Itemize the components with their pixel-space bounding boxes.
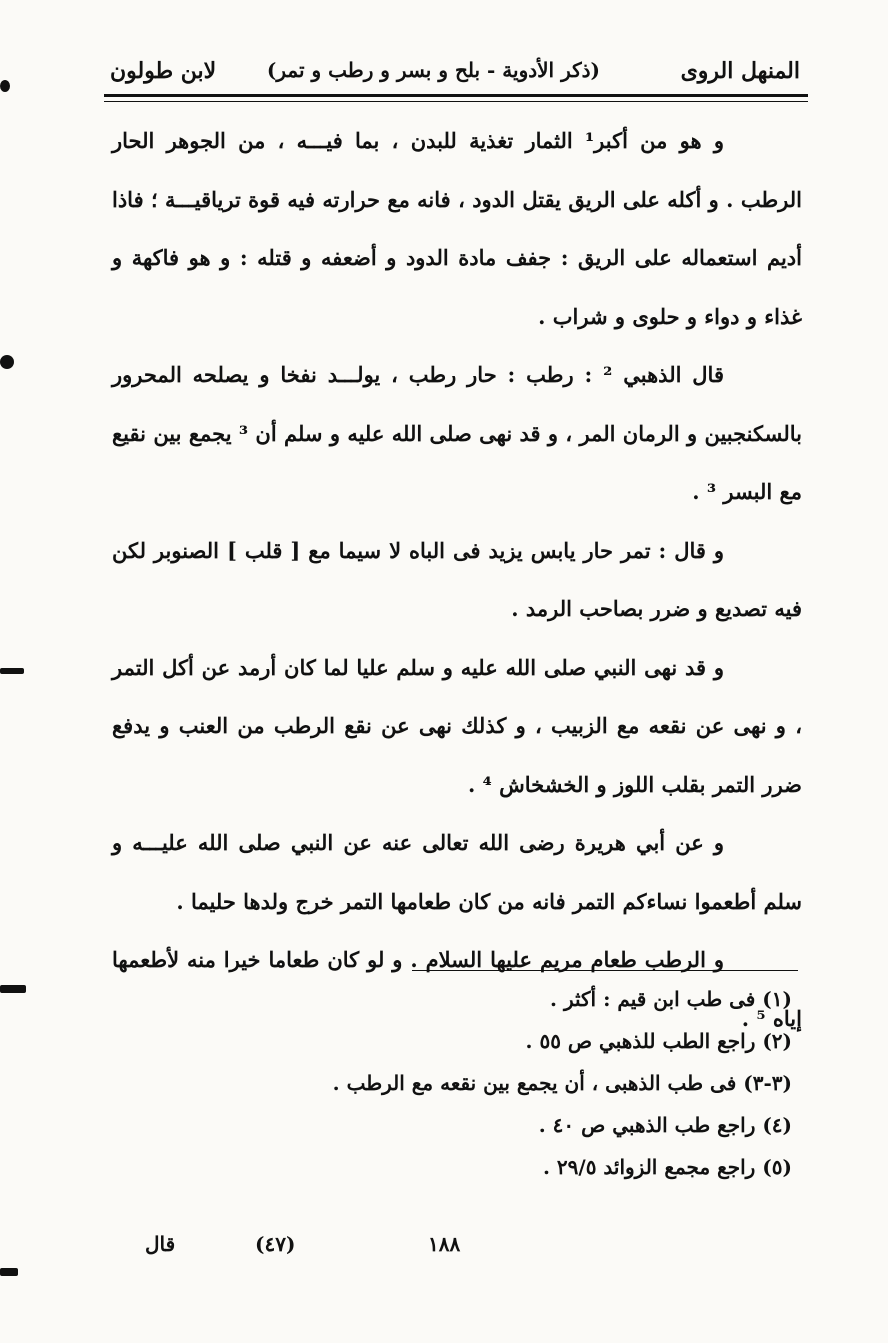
footnote: (٥) راجع مجمع الزوائد ٢٩/٥ . <box>542 1155 792 1179</box>
catchword: قال <box>145 1232 176 1256</box>
header-rule-thin <box>104 101 808 102</box>
header-rule <box>104 94 808 97</box>
paragraph: و قال : تمر حار يابس يزيد فى الباه لا سيما مع [ قلب ] الصنوبر لكن فيه تصديع و ضرر بصاحب الرمد . <box>112 537 802 621</box>
footnote: (٢) راجع الطب للذهبي ص ٥٥ . <box>525 1029 792 1053</box>
book-title: المنهل الروى <box>680 58 800 84</box>
scan-mark <box>0 80 10 92</box>
sheet-number: (٤٧) <box>255 1232 296 1256</box>
main-text <box>112 112 802 1048</box>
scan-mark <box>0 985 26 993</box>
footnotes <box>300 978 792 1188</box>
paragraph: قال الذهبي ² : رطب : حار رطب ، يولـــد نفخا و يصلحه المحرور بالسكنجبين و الرمان المر ، و قد نهى صلى الله عليه و سلم أن ³ يجمع بين نقيع مع البسر ³ . <box>112 362 802 504</box>
running-header <box>110 52 800 92</box>
author-name: لابن طولون <box>110 58 217 84</box>
paragraph: و قد نهى النبي صلى الله عليه و سلم عليا لما كان أرمد عن أكل التمر ، و نهى عن نقعه مع الزبيب ، و كذلك نهى عن نقع الرطب من العنب و يدفع ضرر التمر بقلب اللوز و الخشخاش ⁴ . <box>112 654 802 797</box>
footnote: (٣-٣) فى طب الذهبى ، أن يجمع بين نقعه مع الرطب . <box>332 1071 792 1095</box>
scan-mark <box>0 1268 18 1276</box>
footnote: (١) فى طب ابن قيم : أكثر . <box>550 987 792 1011</box>
scan-mark <box>0 355 14 369</box>
footnote: (٤) راجع طب الذهبي ص ٤٠ . <box>538 1113 792 1137</box>
paragraph: و عن أبي هريرة رضى الله تعالى عنه عن النبي صلى الله عليـــه و سلم أطعموا نساءكم التمر فانه من كان طعامها التمر خرج ولدها حليما . <box>112 830 802 914</box>
section-title: (ذكر الأدوية - بلح و بسر و رطب و تمر) <box>266 58 600 82</box>
scan-mark <box>0 668 24 674</box>
page-number: ١٨٨ <box>428 1232 461 1256</box>
footnote-rule <box>412 970 798 971</box>
paragraph: و الرطب طعام مريم عليها السلام . و لو كان طعاما خيرا منه لأطعمها إياه ⁵ . <box>112 947 802 1031</box>
paragraph: و هو من أكبر¹ الثمار تغذية للبدن ، بما فيـــه ، من الجوهر الحار الرطب . و أكله على الريق يقتل الدود ، فانه مع حرارته فيه قوة ترياقيـــة ؛ فاذا أديم استعماله على الريق : جفف مادة الدود و أضعفه و قتله : و هو فاكهة و غذاء و دواء و حلوى و شراب . <box>112 128 802 329</box>
